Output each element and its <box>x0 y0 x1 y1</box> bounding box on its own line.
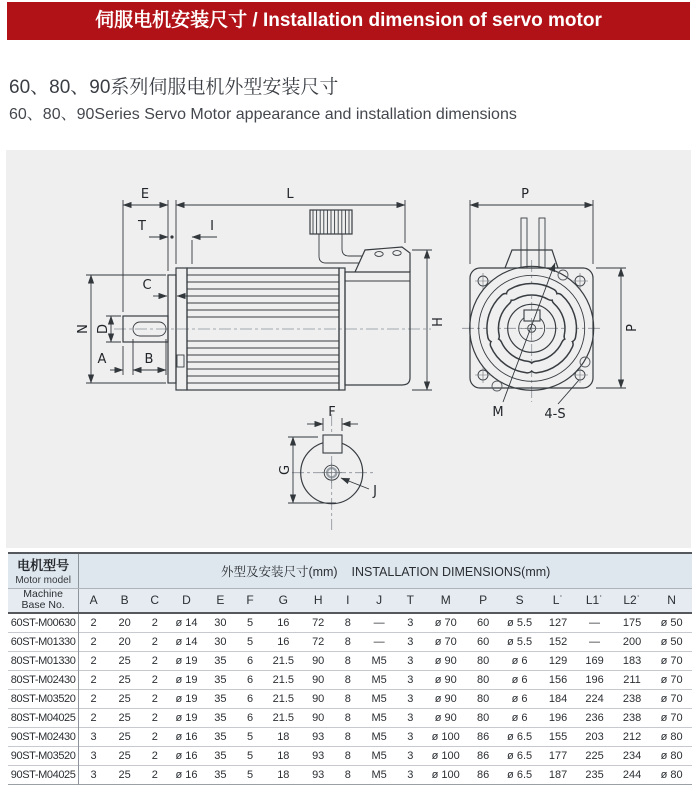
dimension-cell: ø 6 <box>499 651 540 670</box>
dimension-cell: 155 <box>540 727 576 746</box>
column-header-i: I <box>334 588 362 613</box>
dimension-cell: 2 <box>79 689 108 708</box>
dimension-cell: ø 70 <box>434 616 457 629</box>
dimension-cell: 18 <box>264 746 303 765</box>
column-header-d: D <box>168 588 204 613</box>
dimension-cell: 5 <box>236 765 264 784</box>
dimension-cell: 90 <box>303 651 334 670</box>
dim-label-h: H <box>431 317 446 327</box>
dimension-cell: 35 <box>205 670 236 689</box>
dimension-cell: 3 <box>396 651 424 670</box>
dimension-cell: ø 70 <box>651 689 692 708</box>
dimension-cell: 3 <box>396 632 424 651</box>
dimension-cell: 80 <box>467 708 499 727</box>
dim-label-i: I <box>210 219 214 234</box>
column-header-j: J <box>362 588 396 613</box>
dimension-cell: ø 70 <box>424 632 467 651</box>
dimension-cell: 3 <box>79 746 108 765</box>
motor-model-cell: 80ST-M02430 <box>8 670 79 689</box>
motor-drawings <box>6 150 691 548</box>
dimension-cell: 8 <box>334 632 362 651</box>
column-header-p: P <box>467 588 499 613</box>
motor-model-cell: 60ST-M01330 <box>8 632 79 651</box>
dimension-cell: 8 <box>334 765 362 784</box>
table-row <box>8 746 692 765</box>
dimension-cell: 21.5 <box>264 689 303 708</box>
column-header-m: M <box>424 588 467 613</box>
dim-label-l: L <box>286 187 294 202</box>
dimension-cell: — <box>589 616 601 629</box>
machine-base-line1: Machine <box>23 588 63 601</box>
page-title: 伺服电机安装尺寸 / Installation dimension of servo motor <box>95 10 602 31</box>
dimension-cell: 2 <box>141 708 168 727</box>
dimension-cell: 234 <box>613 746 652 765</box>
column-header-l2: L2˙ <box>613 588 652 613</box>
dim-label-4s: 4-S <box>544 407 566 422</box>
dimension-cell: 35 <box>205 727 236 746</box>
dimension-cell: 86 <box>467 765 499 784</box>
dimension-cell: — <box>362 632 396 651</box>
dimension-cell: 25 <box>108 689 141 708</box>
technical-drawing-panel <box>6 150 691 548</box>
dimension-cell: M5 <box>362 670 396 689</box>
dimension-cell: ø 19 <box>168 708 204 727</box>
dimension-cell: 18 <box>264 765 303 784</box>
installation-dimensions-table <box>8 552 692 785</box>
dimension-cell: 2 <box>141 632 168 651</box>
column-header-n: N <box>651 588 692 613</box>
dimension-cell: 212 <box>613 727 652 746</box>
dimension-cell: 21.5 <box>264 708 303 727</box>
dimension-cell: 93 <box>303 765 334 784</box>
dimension-cell: ø 6.5 <box>499 727 540 746</box>
dimension-cell: 93 <box>303 746 334 765</box>
dimension-cell: ø 6 <box>499 689 540 708</box>
table-row <box>8 613 692 632</box>
dim-label-j: J <box>373 484 377 499</box>
dimension-cell: ø 100 <box>424 746 467 765</box>
side-view-drawing <box>76 187 446 390</box>
dimension-cell: 25 <box>108 765 141 784</box>
dim-label-f: F <box>328 405 336 420</box>
dimension-cell: 2 <box>141 746 168 765</box>
dimension-cell: ø 90 <box>424 651 467 670</box>
dimension-cell: ø 50 <box>660 616 683 629</box>
dimension-cell: 8 <box>334 708 362 727</box>
dimension-cell: 8 <box>334 727 362 746</box>
dimension-cell: ø 50 <box>651 632 692 651</box>
dim-label-p-top: P <box>521 187 529 202</box>
dimension-cell: M5 <box>362 689 396 708</box>
dimension-cell: 6 <box>236 708 264 727</box>
dimension-cell: 25 <box>108 727 141 746</box>
dimension-cell: 8 <box>344 616 351 629</box>
dimension-cell: 8 <box>334 651 362 670</box>
machine-base-header <box>8 588 79 613</box>
dimension-cell: ø 6 <box>499 670 540 689</box>
dimension-cell: 3 <box>396 727 424 746</box>
dimension-cell: 177 <box>540 746 576 765</box>
column-header-c: C <box>141 588 168 613</box>
dimension-cell: 60 <box>467 632 499 651</box>
dimension-cell: 2 <box>79 632 108 651</box>
dimension-cell: 3 <box>396 765 424 784</box>
dimension-cell: ø 90 <box>424 670 467 689</box>
dimension-cell: M5 <box>362 765 396 784</box>
column-header-t: T <box>396 588 424 613</box>
dim-label-p-side: P <box>625 324 640 332</box>
column-header-s: S <box>499 588 540 613</box>
dimension-cell: 129 <box>540 651 576 670</box>
dimension-cell: M5 <box>362 746 396 765</box>
dimension-cell: ø 100 <box>424 765 467 784</box>
dimension-cell: 3 <box>79 727 108 746</box>
series-subtitle-en: 60、80、90Series Servo Motor appearance and installation dimensions <box>9 106 517 123</box>
dimension-cell: 2 <box>79 708 108 727</box>
dimension-cell: ø 16 <box>168 746 204 765</box>
dim-label-c: C <box>142 278 152 293</box>
dimension-cell: 16 <box>264 632 303 651</box>
column-header-l: L˙ <box>540 588 576 613</box>
dimension-cell: 2 <box>141 651 168 670</box>
dimension-cell: ø 70 <box>651 651 692 670</box>
motor-model-cell: 90ST-M04025 <box>8 765 79 784</box>
dimension-cell: 16 <box>277 616 290 629</box>
dimension-cell: 6 <box>236 651 264 670</box>
series-subtitles <box>9 74 690 126</box>
motor-model-cell: 80ST-M04025 <box>8 708 79 727</box>
dimension-cell: 35 <box>205 689 236 708</box>
motor-model-cell: 90ST-M03520 <box>8 746 79 765</box>
dimension-cell: 35 <box>205 708 236 727</box>
dimension-cell: 8 <box>334 670 362 689</box>
dimension-cell: ø 14 <box>168 632 204 651</box>
dimension-cell: ø 5.5 <box>507 616 533 629</box>
dimension-cell: 80 <box>467 651 499 670</box>
dimension-cell: 3 <box>396 689 424 708</box>
dim-label-b: B <box>144 352 154 367</box>
dimension-cell: M5 <box>362 708 396 727</box>
dim-label-d: D <box>96 323 111 335</box>
motor-model-cell: 90ST-M02430 <box>8 727 79 746</box>
dimension-cell: ø 19 <box>168 670 204 689</box>
dimension-cell: 5 <box>236 746 264 765</box>
dimension-cell: ø 80 <box>651 727 692 746</box>
dim-label-e: E <box>140 187 150 202</box>
dimension-cell: 203 <box>576 727 612 746</box>
dimension-cell: ø 19 <box>168 689 204 708</box>
dimension-cell: 8 <box>334 689 362 708</box>
table-row <box>8 670 692 689</box>
dimension-cell: 90 <box>303 708 334 727</box>
dimension-cell: 18 <box>264 727 303 746</box>
column-header-l1: L1˙ <box>576 588 612 613</box>
page-banner <box>7 2 690 40</box>
dimension-cell: 60 <box>477 616 490 629</box>
dimension-cell: ø 90 <box>424 708 467 727</box>
column-header-a: A <box>79 588 108 613</box>
dimension-cell: M5 <box>362 727 396 746</box>
front-view-drawing <box>462 187 640 422</box>
table-row <box>8 708 692 727</box>
dimension-cell: 30 <box>205 632 236 651</box>
table-row <box>8 689 692 708</box>
motor-model-cell: 80ST-M01330 <box>8 651 79 670</box>
dimension-cell: 244 <box>613 765 652 784</box>
dimension-cell: ø 16 <box>168 727 204 746</box>
dimension-cell: 80 <box>467 689 499 708</box>
dim-label-m: M <box>492 405 504 420</box>
dimension-cell: 224 <box>576 689 612 708</box>
column-header-b: B <box>108 588 141 613</box>
dimension-cell: 238 <box>613 708 652 727</box>
dimension-cell: 2 <box>151 616 158 629</box>
dimension-cell: 238 <box>613 689 652 708</box>
dimension-cell: 2 <box>79 651 108 670</box>
dimension-cell: ø 6 <box>499 708 540 727</box>
dimension-cell: 156 <box>540 670 576 689</box>
dimension-cell: 35 <box>205 765 236 784</box>
dimension-cell: 5 <box>236 727 264 746</box>
dimension-cell: 35 <box>205 746 236 765</box>
table-row <box>8 765 692 784</box>
column-header-h: H <box>303 588 334 613</box>
dimension-cell: 35 <box>205 651 236 670</box>
dimension-cell: 2 <box>79 670 108 689</box>
table-row <box>8 651 692 670</box>
motor-model-header-zh: 电机型号 <box>17 558 70 574</box>
dimension-cell: 3 <box>396 746 424 765</box>
dimension-cell: 3 <box>79 765 108 784</box>
dimension-cell: 196 <box>576 670 612 689</box>
dimension-cell: 30 <box>214 616 227 629</box>
dimension-cell: 21.5 <box>264 670 303 689</box>
dimension-cell: 21.5 <box>264 651 303 670</box>
dimension-cell: 6 <box>236 670 264 689</box>
dimension-cell: 20 <box>118 616 131 629</box>
dim-label-t: T <box>138 219 146 234</box>
dimension-cell: ø 80 <box>651 746 692 765</box>
dimension-cell: 5 <box>246 616 254 629</box>
dimension-cell: 183 <box>613 651 652 670</box>
dimension-cell: 3 <box>407 616 414 629</box>
dimension-cell: ø 19 <box>168 651 204 670</box>
dim-label-n: N <box>76 324 91 334</box>
dimension-cell: 152 <box>540 632 576 651</box>
dimension-cell: 25 <box>108 708 141 727</box>
dimension-cell: 2 <box>141 765 168 784</box>
dimension-cell: 3 <box>396 708 424 727</box>
dimension-cell: ø 70 <box>651 670 692 689</box>
motor-model-cell: 60ST-M00630 <box>8 613 79 632</box>
dimension-cell: 86 <box>467 746 499 765</box>
motor-model-cell: 80ST-M03520 <box>8 689 79 708</box>
column-header-g: G <box>264 588 303 613</box>
dimension-cell: ø 90 <box>424 689 467 708</box>
dimension-cell: 2 <box>141 727 168 746</box>
dimension-cell: 2 <box>141 689 168 708</box>
dimension-cell: 225 <box>576 746 612 765</box>
dimension-cell: 72 <box>312 616 325 629</box>
dimension-cell: 8 <box>334 746 362 765</box>
dimension-cell: 211 <box>613 670 652 689</box>
column-header-f: F <box>236 588 264 613</box>
dimension-cell: 3 <box>396 670 424 689</box>
dimension-cell: ø 5.5 <box>499 632 540 651</box>
dimension-cell: 236 <box>576 708 612 727</box>
dimension-cell: 184 <box>540 689 576 708</box>
dim-label-a: A <box>97 352 107 367</box>
dimension-cell: — <box>373 616 385 629</box>
dimension-cell: 2 <box>141 670 168 689</box>
dimension-cell: 80 <box>467 670 499 689</box>
dimension-cell: 90 <box>303 670 334 689</box>
dimension-cell: 25 <box>108 670 141 689</box>
dimension-cell: 72 <box>303 632 334 651</box>
dimension-cell: 169 <box>576 651 612 670</box>
dimension-cell: ø 6.5 <box>499 765 540 784</box>
dimension-cell: ø 14 <box>175 616 198 629</box>
dimension-cell: 93 <box>303 727 334 746</box>
dimensions-title-header: 外型及安装尺寸(mm) INSTALLATION DIMENSIONS(mm) <box>79 553 692 588</box>
dimension-cell: ø 16 <box>168 765 204 784</box>
dimension-cell: ø 80 <box>651 765 692 784</box>
table-row <box>8 727 692 746</box>
dimension-cell: M5 <box>362 651 396 670</box>
dim-label-g: G <box>278 464 293 476</box>
column-header-e: E <box>205 588 236 613</box>
dimension-cell: 25 <box>108 746 141 765</box>
dimension-cell: 86 <box>467 727 499 746</box>
dimension-cell: 196 <box>540 708 576 727</box>
shaft-section-drawing <box>278 405 377 530</box>
dimension-cell: ø 6.5 <box>499 746 540 765</box>
series-subtitle-zh: 60、80、90系列伺服电机外型安装尺寸 <box>9 77 339 98</box>
dimension-cell: 20 <box>108 632 141 651</box>
dimension-cell: 187 <box>540 765 576 784</box>
dimension-cell: 127 <box>548 616 568 629</box>
dimension-cell: 6 <box>236 689 264 708</box>
motor-model-header <box>8 553 79 588</box>
dimension-cell: 5 <box>236 632 264 651</box>
dimension-cell: ø 100 <box>424 727 467 746</box>
machine-base-line2: Base No. <box>21 599 65 612</box>
dimension-cell: 90 <box>303 689 334 708</box>
motor-model-header-en: Motor model <box>15 575 71 587</box>
dimension-cell: 235 <box>576 765 612 784</box>
dimension-cell: — <box>576 632 612 651</box>
dimension-cell: 2 <box>90 616 97 629</box>
dimension-cell: 25 <box>108 651 141 670</box>
dimension-cell: 200 <box>613 632 652 651</box>
dimension-cell: 175 <box>622 616 642 629</box>
table-row <box>8 632 692 651</box>
dimension-cell: ø 70 <box>651 708 692 727</box>
